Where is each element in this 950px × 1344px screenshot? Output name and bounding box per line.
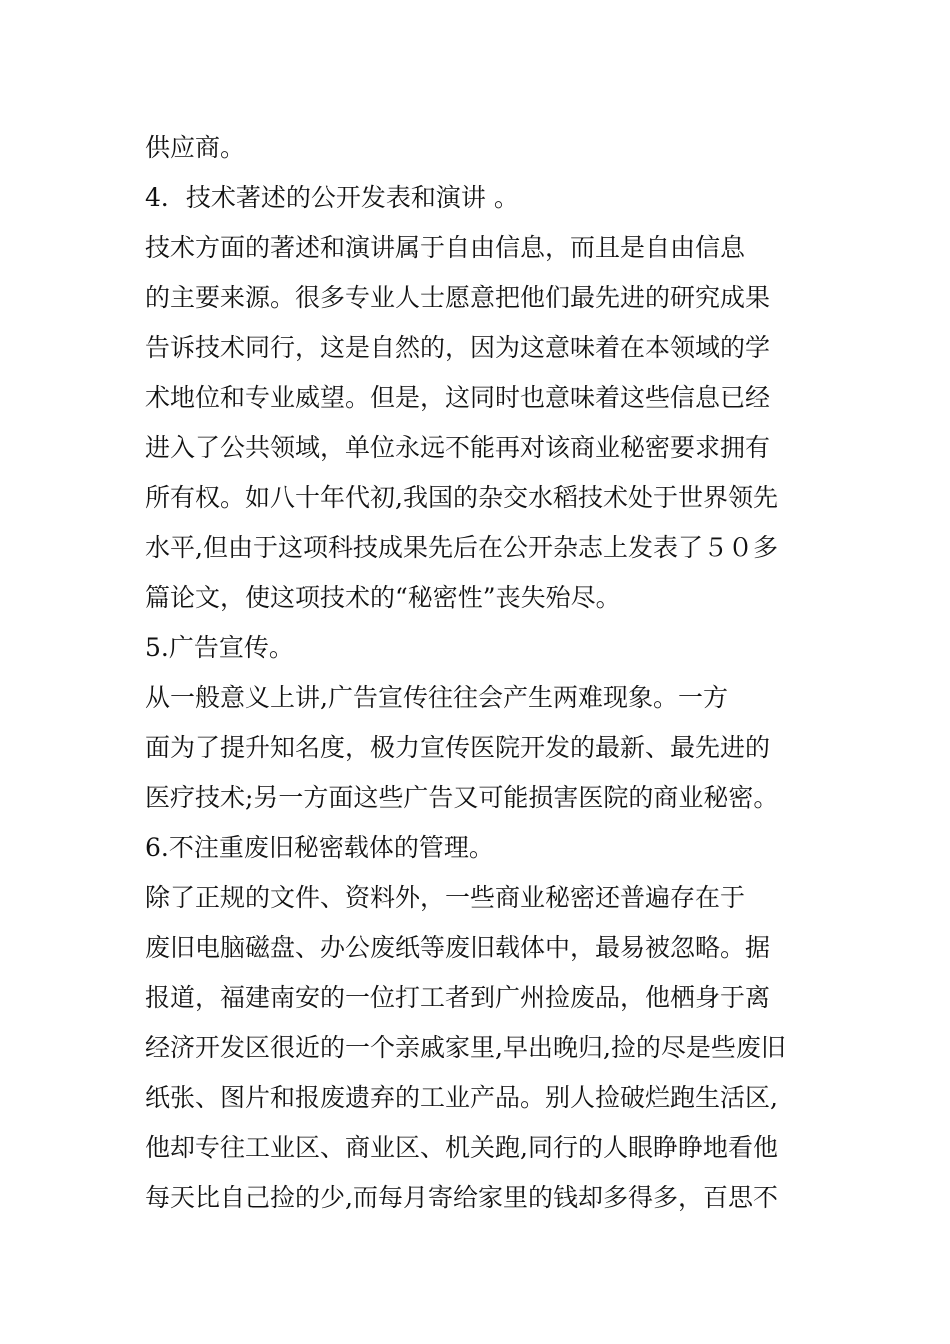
section-heading: 6.不注重废旧秘密载体的管理。 (145, 833, 494, 862)
text-line: 术地位和专业威望。但是，这同时也意味着这些信息已经 (145, 383, 771, 412)
text-line: 他却专往工业区、商业区、机关跑,同行的人眼睁睁地看他 (145, 1133, 778, 1162)
text-line: 告诉技术同行，这是自然的，因为这意味着在本领域的学 (145, 333, 771, 362)
text-line: 所有权。如八十年代初,我国的杂交水稻技术处于世界领先 (145, 483, 778, 512)
text-line: 4．技术著述的公开发表和演讲 。 (145, 183, 519, 212)
text-line: 经济开发区很近的一个亲戚家里,早出晚归,捡的尽是些废旧 (145, 1033, 786, 1062)
text-line: 除了正规的文件、资料外，一些商业秘密还普遍存在于 (145, 883, 746, 912)
text-line: 面为了提升知名度，极力宣传医院开发的最新、最先进的 (145, 733, 771, 762)
text-line: 每天比自己捡的少,而每月寄给家里的钱却多得多，百思不 (145, 1183, 778, 1212)
section-heading: 5.广告宣传。 (145, 633, 294, 662)
text-line: 篇论文，使这项技术的“秘密性”丧失殆尽。 (145, 583, 621, 612)
text-line: 供应商。 (145, 133, 246, 162)
text-line: 纸张、图片和报废遗弃的工业产品。别人捡破烂跑生活区, (145, 1083, 778, 1112)
text-line: 医疗技术;另一方面这些广告又可能损害医院的商业秘密。 (145, 783, 779, 812)
text-line: 技术方面的著述和演讲属于自由信息，而且是自由信息 (145, 233, 746, 262)
text-line: 报道，福建南安的一位打工者到广州捡废品，他栖身于离 (145, 983, 771, 1012)
text-line: 的主要来源。很多专业人士愿意把他们最先进的研究成果 (145, 283, 771, 312)
text-line: 废旧电脑磁盘、办公废纸等废旧载体中，最易被忽略。据 (145, 933, 771, 962)
text-line: 进入了公共领域，单位永远不能再对该商业秘密要求拥有 (145, 433, 771, 462)
text-line: 从一般意义上讲,广告宣传往往会产生两难现象。一方 (145, 683, 728, 712)
text-line: 水平,但由于这项科技成果先后在公开杂志上发表了５０多 (145, 533, 778, 562)
